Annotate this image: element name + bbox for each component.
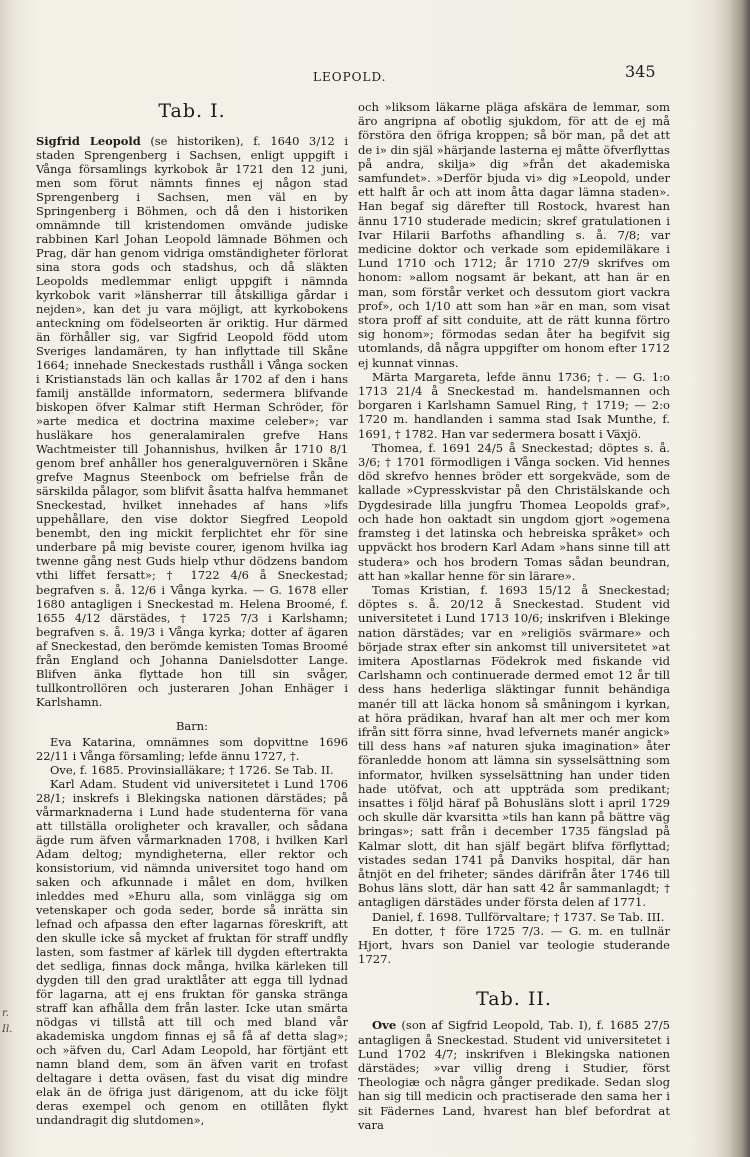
paragraph: En dotter, † före 1725 7/3. — G. m. en tullnär Hjort, hvars son Daniel var teologie studerande 1727. <box>358 923 670 967</box>
tab-heading: Tab. I. <box>158 100 226 122</box>
entry-text: (son af Sigfrid Leopold, Tab. I), f. 1685 27/5 antagligen å Sneckestad. Student vid universitetet i Lund 1702 4/7; inskrifven i Blekingska nationen därstädes; »var villig dreng i Studier, först Theologiæ och några gånger predikade. Sedan slog han sig till medicin och practiserade den sama her i sit Fädernes Land, hvarest han blef befordrat at vara <box>358 1018 670 1132</box>
paragraph: Märta Margareta, lefde ännu 1736; †. — G. 1:o 1713 21/4 å Sneckestad m. handelsmannen och borgaren i Karlshamn Samuel Ring, † 1719; — 2:o 1720 m. handlanden i samma stad Isak Munthe, f. 1691, † 1782. Han var sedermera bosatt i Växjö. <box>358 369 670 441</box>
entry-text: (se historiken), f. 1640 3/12 i staden Sprengenberg i Sachsen, enligt uppgift i Vånga församlings kyrkobok år 1721 den 12 juni, men som förut nämnts finnes ej någon stad Sprengenberg i Sachsen, men väl en by Springenberg i Böhmen, och då den i historiken omnämnde till kristendomen omvände judiske rabbinen Karl Johan Leopold lämnade Böhmen och Prag, där han genom vidriga omständigheter förlorat sina stora gods och stadshus, och då släkten Leopolds medlemmar enligt uppgift i nämnda kyrkobok varit »länsherrar till åtskilliga gårdar i nejden», kan det ju vara möjligt, att kyrkobokens anteckning om födelseorten är oriktig. Hur därmed än förhåller sig, var Sigfrid Leopold född utom Sveriges landamären, ty han inflyttade till Skåne 1664; innehade Sneckestads rusthåll i Vånga socken i Kristianstads län och kallas år 1702 af den i hans familj anställde informatorn, sedermera blifvande biskopen öfver Kalmar stift Herman Schröder, för »arte medica et doctrina maxime celeber»; var husläkare hos generalamiralen grefve Hans Wachtmeister till Johannishus, hvilken år 1710 8/1 genom bref anhåller hos generalguvernören i Skåne grefve Magnus Steenbock om befrielse från de särskilda pålagor, som blifvit åsatta halfva hemmanet Sneckestad, hvilket innehades af hans »lifs uppehållare, den vise doktor Siegfred Leopold benembt, den ing mickit ferplichtet ehr för sine underbare på mig beviste courer, igenom hvilka iag twenne gång nest Guds hielp vthur dödzens bandom vthi liffet fersatt»; † 1722 4/6 å Sneckestad; begrafven s. å. 12/6 i Vånga kyrka. — G. 1678 eller 1680 antagligen i Sneckestad m. Helena Broomé, f. 1655 4/12 därstädes, † 1725 7/3 i Karlshamn; begrafven s. å. 19/3 i Vånga kyrka; dotter af ägaren af Sneckestad, den berömde kemisten Tomas Broomé från England och Johanna Danielsdotter Lange. Blifven änka flyttade hon till sin svåger, tullkontrollören och justeraren Johan Enhäger i Karlshamn. <box>36 134 348 709</box>
children-heading: Barn: <box>176 718 208 733</box>
right-column <box>358 100 670 1132</box>
paragraph <box>358 1018 670 1132</box>
paragraph: och »liksom läkarne pläga afskära de lemmar, som äro angripna af obotlig sjukdom, för att de ej må förstöra den öfriga kroppen; så bör man, på det att de i» din själ »härjande lasterna ej måtte öfverflyttas på andra, skilja» dig »från det akademiska samfundet». »Derför bjuda vi» dig »Leopold, under ett halft år och att inom åtta dagar lämna staden». Han begaf sig därefter till Rostock, hvarest han ännu 1710 studerade medicin; skref gratulationen i Ivar Hilarii Barfoths afhandling s. å. 7/8; var medicine doktor och verkade som epidemiläkare i Lund 1710 och 1712; år 1710 27/9 skrifves om honom: »allom nogsamt är bekant, att han är en man, som förstår verket och dessutom giort vackra prof», och 1/10 att som han »är en man, som visat stora proff af sitt conduite, att de rätt kunna förtro sig honom»; förmodas sedan åter ha begifvit sig utomlands, då några uppgifter om honom efter 1712 ej kunnat vinnas. <box>358 100 670 370</box>
entry-name: Ove <box>372 1018 397 1033</box>
paragraph: Ove, f. 1685. Provinsialläkare; † 1726. Se Tab. II. <box>50 762 334 777</box>
paragraph: Thomea, f. 1691 24/5 å Sneckestad; döptes s. å. 3/6; † 1701 förmodligen i Vånga socken. Vid hennes död skrefvo hennes bröder ett sorgekväde, som de kallade »Cypresskvistar på den Christälskande och Dygdesirade lilla jungfru Thomea Leopolds graf», och hade hon oaktadt sin ungdom gjort »ogemena framsteg i det latinska och hebreiska språket» och uppväckt hos brodern Karl Adam »hans sinne till att studera» och hos brodern Tomas sådan beundran, att han »kallar henne för sin lärare». <box>358 440 670 583</box>
paragraph: Daniel, f. 1698. Tullförvaltare; † 1737. Se Tab. III. <box>372 909 665 924</box>
entry-name: Sigfrid Leopold <box>36 134 141 148</box>
paragraph: Tomas Kristian, f. 1693 15/12 å Sneckestad; döptes s. å. 20/12 å Sneckestad. Student vid universitetet i Lund 1713 10/6; inskrifven i Blekinge nation därstädes; var en »religiös svärmare» och började strax efter sin ankomst till universitetet »at imitera Apostlarnas Födekrok med fiskande vid Carlshamn och continuerade dermed emot 12 år till dess hans hederliga släktingar funnit behändiga manér till att läcka honom så småningom i kyrkan, at höra prädikan, hvaraf han alt mer och mer kom ifrån sitt förra sinne, hvad lefvernets manér angick» till dess hans »af naturen sjuka imagination» åter föranledde honom att lämna sin sysselsättning som informator, hvilken sysselsättning han under tiden hade utöfvat, och att uppträda som predikant; insattes i följd häraf på Bohusläns slott i april 1729 och skulle där kvarsitta »tils han kann på bättre väg bringas»; satt från i december 1735 fängslad på Kalmar slott, dit han själf begärt blifva förflyttad; vistades sedan 1741 på Danviks hospital, där han åtnjöt en del friheter; sändes därifrån åter 1746 till Bohus läns slott, där han satt 42 år sammanlagdt; † antagligen därstädes under första delen af 1771. <box>358 582 670 910</box>
page-number: 345 <box>625 62 656 81</box>
paragraph: Karl Adam. Student vid universitetet i Lund 1706 28/1; inskrefs i Blekingska nationen därstädes; på vårmarknaderna i Lund hade studenterna för vana att tillställa oroligheter och kravaller, och sådana ägde rum äfven vårmarknaden 1708, i hvilken Karl Adam deltog; myndigheterna, eller rektor och konsistorium, vid nämnda universitet togo hand om saken och afkunnade i målet en dom, hvilken inleddes med »Ehuru alla, som vinlägga sig om vetenskaper och goda seder, borde så inrätta sin lefnad och afpassa den efter lagarnas föreskrift, att den skulle icke så mycket af fruktan för straff undfly lasten, som fastmer af kärlek till dygden eftertrakta det sedliga, finnas dock många, hvilka kärleken till dygden till den grad uraktlåter att egga till lydnad för lagarna, att ej ens fruktan för ganska stränga straff kan afhålla dem från laster. Icke utan smärta nödgas vi tillstå att till och med bland vår akademiska ungdom finnas ej så få af detta slag»; och »äfven du, Carl Adam Leopold, har förtjänt ett namn bland dem, som än äfven varit en trofast deltagare i detta oväsen, fast du visat dig mindre elak än de öfriga just därigenom, att du icke följt deras exempel och genom en otillåten flykt undandragit dig slutdomen», <box>36 776 348 1128</box>
left-column <box>36 100 348 1127</box>
margin-note: Il. <box>2 1024 13 1035</box>
paragraph <box>36 134 348 709</box>
margin-note: r. <box>2 1008 9 1019</box>
tab-heading: Tab. II. <box>476 988 552 1011</box>
running-title: LEOPOLD. <box>313 70 387 84</box>
paragraph: Eva Katarina, omnämnes som dopvittne 1696 22/11 i Vånga församling; lefde ännu 1727, †. <box>36 734 348 763</box>
